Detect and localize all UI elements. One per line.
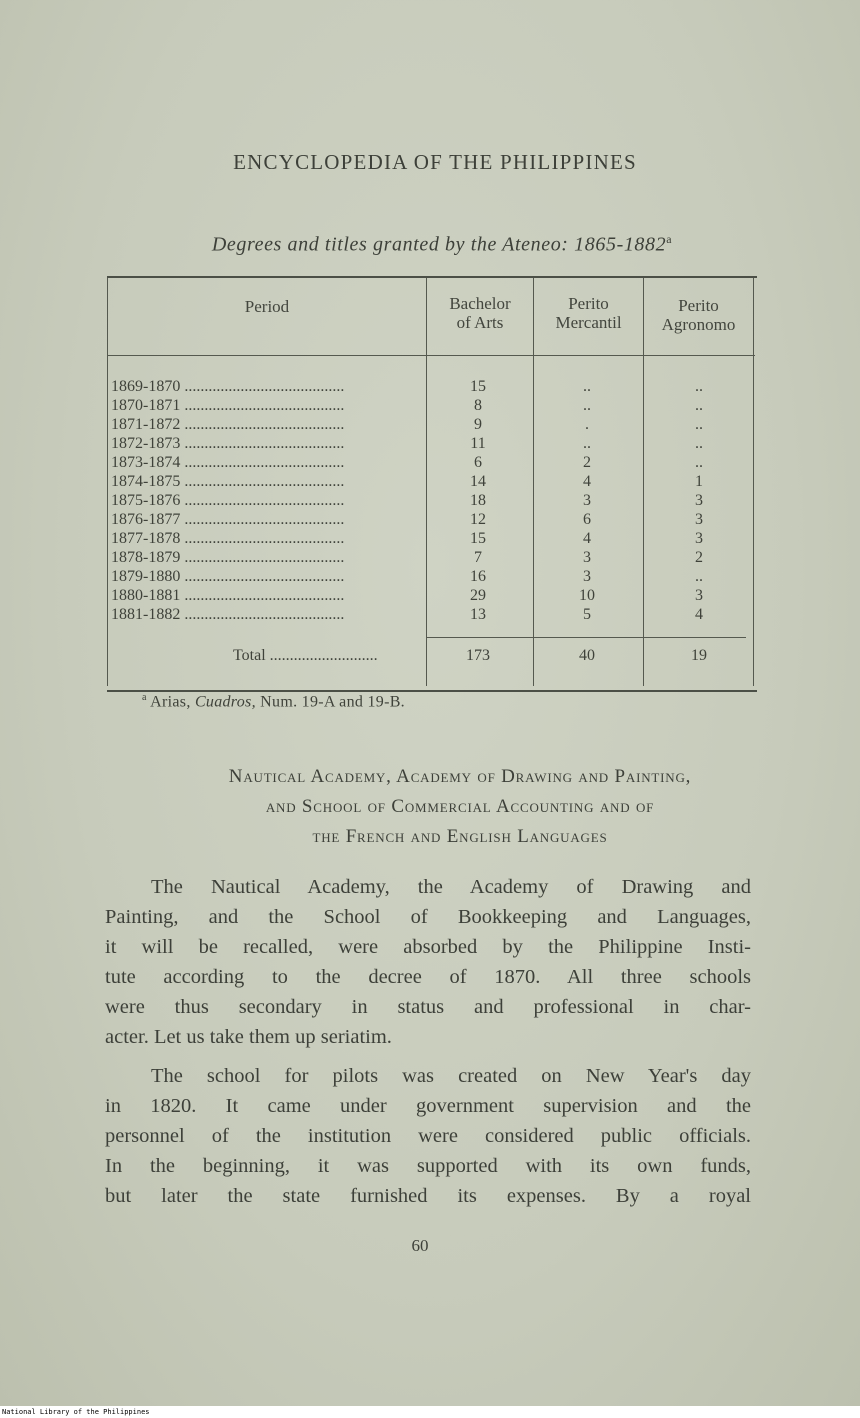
section-heading-line1: Nautical Academy, Academy of Drawing and Painting, (228, 766, 692, 787)
row-period: 1870-1871 ........................................ (111, 397, 345, 414)
section-heading-line2: and School of Commercial Accounting and of (265, 796, 655, 817)
row-period: 1875-1876 ........................................ (111, 492, 345, 509)
row-mercantil: 3 (583, 549, 591, 566)
row-period: 1872-1873 ........................................ (111, 435, 345, 452)
total-mercantil: 40 (579, 647, 595, 664)
running-head: ENCYCLOPEDIA OF THE PHILIPPINES (233, 150, 637, 174)
table-total-row (108, 646, 758, 666)
row-bachelor: 7 (474, 549, 482, 566)
paragraph-line: tute according to the decree of 1870. All three schools (105, 966, 751, 988)
row-agronomo: 2 (695, 549, 703, 566)
row-bachelor: 12 (470, 511, 486, 528)
library-credit: National Library of the Philippines (0, 1406, 860, 1418)
row-period: 1876-1877 ........................................ (111, 511, 345, 528)
row-agronomo: .. (695, 416, 703, 433)
table-row (108, 586, 758, 605)
table-row (108, 491, 758, 510)
row-mercantil: 6 (583, 511, 591, 528)
footnote-mark: a (142, 692, 147, 703)
paragraph-line: The school for pilots was created on New Year's day (151, 1065, 751, 1087)
row-bachelor: 15 (470, 530, 486, 547)
row-period: 1879-1880 ........................................ (111, 568, 345, 585)
row-period: 1877-1878 ........................................ (111, 530, 345, 547)
table-row (108, 548, 758, 567)
section-heading (60, 762, 860, 852)
footnote-text-after: Num. 19-A and 19-B. (255, 693, 405, 711)
table-row (108, 434, 758, 453)
row-period: 1869-1870 ........................................ (111, 378, 345, 395)
total-label: Total ........................... (233, 647, 378, 664)
table-title (0, 232, 860, 257)
row-period: 1873-1874 ........................................ (111, 454, 345, 471)
paragraph-line: it will be recalled, were absorbed by the Philippine Insti- (105, 936, 751, 958)
row-agronomo: .. (695, 435, 703, 452)
row-period: 1874-1875 ........................................ (111, 473, 345, 490)
row-mercantil: .. (583, 435, 591, 452)
table-footnote (142, 692, 405, 711)
row-agronomo: .. (695, 397, 703, 414)
row-mercantil: .. (583, 397, 591, 414)
row-bachelor: 16 (470, 568, 486, 585)
row-agronomo: .. (695, 568, 703, 585)
paragraph-line: acter. Let us take them up seriatim. (105, 1026, 392, 1048)
header-bachelor-line2: of Arts (456, 313, 504, 332)
table-row (108, 472, 758, 491)
row-bachelor: 13 (470, 606, 486, 623)
row-bachelor: 6 (474, 454, 482, 471)
row-bachelor: 18 (470, 492, 486, 509)
row-period: 1880-1881 ........................................ (111, 587, 345, 604)
total-bachelor: 173 (466, 647, 490, 664)
table-row (108, 377, 758, 396)
row-mercantil: 5 (583, 606, 591, 623)
row-bachelor: 14 (470, 473, 486, 490)
section-heading-line3: the French and English Languages (312, 826, 608, 847)
row-agronomo: 3 (695, 530, 703, 547)
header-agronomo-line2: Agronomo (661, 315, 736, 334)
table-row (108, 567, 758, 586)
header-perito-mercantil (534, 294, 643, 332)
row-agronomo: 4 (695, 606, 703, 623)
table-title-text: Degrees and titles granted by the Ateneo: 1865-1882 (211, 233, 667, 256)
row-mercantil: 4 (583, 530, 591, 547)
row-agronomo: 3 (695, 492, 703, 509)
header-agronomo-line1: Perito (678, 296, 719, 315)
header-mercantil-line2: Mercantil (555, 313, 622, 332)
row-mercantil: 2 (583, 454, 591, 471)
row-period: 1878-1879 ........................................ (111, 549, 345, 566)
paragraph-line: in 1820. It came under government supervision and the (105, 1095, 751, 1117)
row-period: 1871-1872 ........................................ (111, 416, 345, 433)
paragraph-line: The Nautical Academy, the Academy of Drawing and (151, 876, 751, 898)
paragraph-line: Painting, and the School of Bookkeeping and Languages, (105, 906, 751, 928)
row-mercantil: 4 (583, 473, 591, 490)
paragraph-1 (105, 872, 751, 1052)
table-row (108, 605, 758, 624)
header-mercantil-line1: Perito (568, 294, 609, 313)
header-bachelor-of-arts (427, 294, 533, 332)
table-title-note-mark: a (666, 232, 673, 246)
total-agronomo: 19 (691, 647, 707, 664)
row-agronomo: 1 (695, 473, 703, 490)
paragraph-line: personnel of the institution were considered public officials. (105, 1125, 751, 1147)
row-bachelor: 29 (470, 587, 486, 604)
table-row (108, 453, 758, 472)
row-agronomo: 3 (695, 511, 703, 528)
row-mercantil: 3 (583, 492, 591, 509)
row-period: 1881-1882 ........................................ (111, 606, 345, 623)
footnote-text-before: Arias, (146, 693, 195, 711)
row-mercantil: 3 (583, 568, 591, 585)
row-bachelor: 8 (474, 397, 482, 414)
table-row (108, 529, 758, 548)
header-period: Period (244, 297, 290, 316)
table-row (108, 510, 758, 529)
paragraph-line: but later the state furnished its expenses. By a royal (105, 1185, 751, 1207)
header-bachelor-line1: Bachelor (449, 294, 511, 313)
table-total-rule (426, 637, 746, 638)
row-agronomo: .. (695, 454, 703, 471)
table-row (108, 396, 758, 415)
footnote-text-italic: Cuadros, (194, 693, 256, 711)
row-bachelor: 9 (474, 416, 482, 433)
paragraph-line: In the beginning, it was supported with its own funds, (105, 1155, 751, 1177)
paragraph-line: were thus secondary in status and professional in char- (105, 996, 751, 1018)
header-perito-agronomo (644, 296, 753, 334)
page-number: 60 (411, 1236, 429, 1255)
row-agronomo: 3 (695, 587, 703, 604)
table-row (108, 415, 758, 434)
row-mercantil: . (585, 416, 589, 433)
row-bachelor: 15 (470, 378, 486, 395)
row-mercantil: .. (583, 378, 591, 395)
row-mercantil: 10 (579, 587, 595, 604)
table-header-rule (107, 355, 755, 356)
row-bachelor: 11 (470, 435, 486, 452)
row-agronomo: .. (695, 378, 703, 395)
paragraph-2 (105, 1061, 751, 1211)
